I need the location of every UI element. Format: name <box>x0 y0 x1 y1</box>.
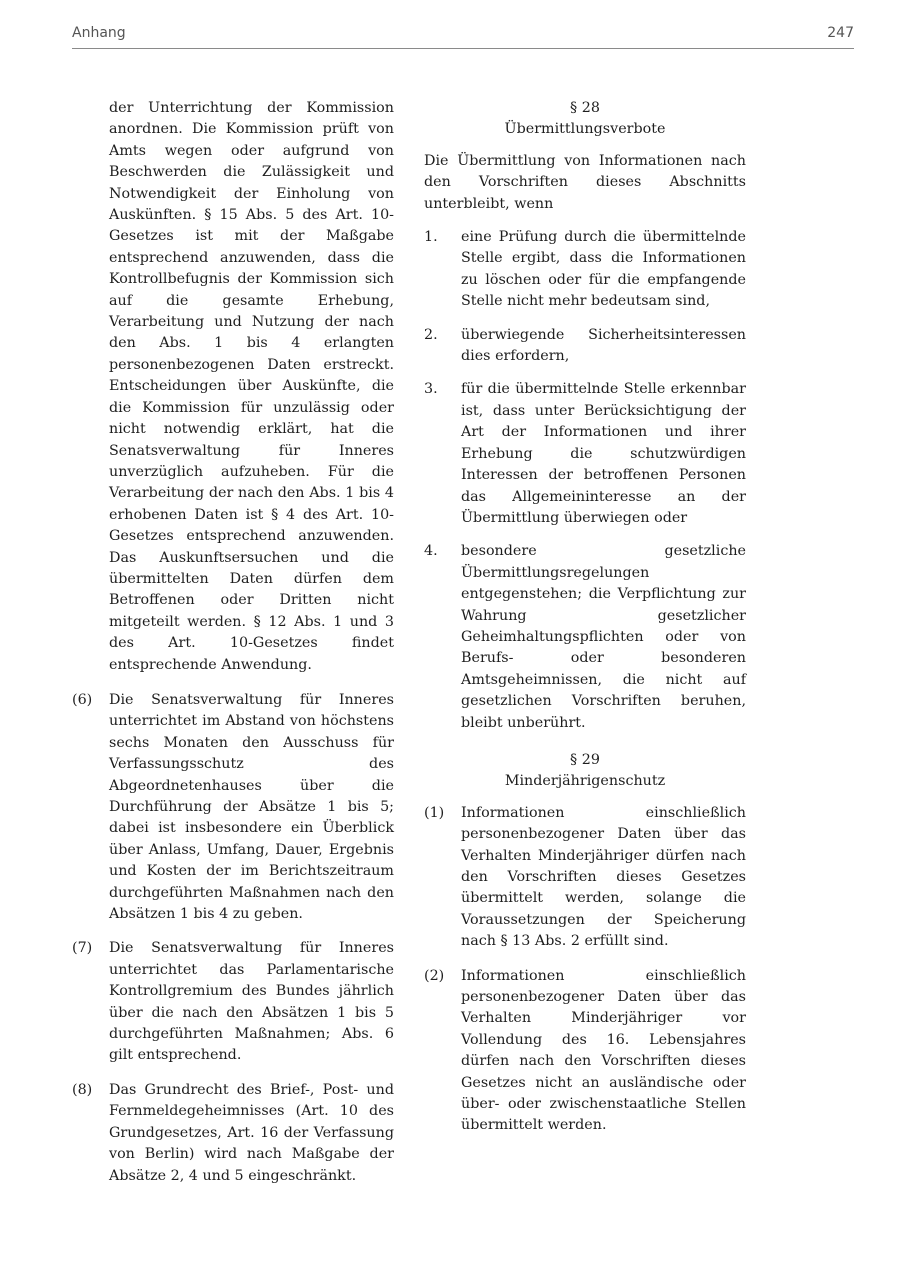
item-text: überwiegende Sicherheitsinteressen dies erfordern, <box>461 326 746 365</box>
page-number: 247 <box>827 25 854 41</box>
item-number: 3. <box>424 381 438 398</box>
item-number: 4. <box>424 543 438 560</box>
right-column <box>424 98 746 1137</box>
continuation-paragraph: der Unterrichtung der Kommission anordnen. Die Kommission prüft von Amts wegen oder aufgrund von Beschwerden die Zulässigkeit und Notwendigkeit der Einholung von Auskünften. § 15 Abs. 5 des Art. 10-Gesetzes ist mit der Maßgabe entsprechend anzuwenden, dass die Kontrollbefugnis der Kommission sich auf die gesamte Erhebung, Verarbeitung und Nutzung der nach den Abs. 1 bis 4 erlangten personenbezogenen Daten erstreckt. Entscheidungen über Auskünfte, die die Kommission für unzulässig oder nicht notwendig erklärt, hat die Senatsverwaltung für Inneres unverzüglich aufzuheben. Für die Verarbeitung der nach den Abs. 1 bis 4 erhobenen Daten ist § 4 des Art. 10-Gesetzes entsprechend anzuwenden. Das Auskunftsersuchen und die übermittelten Daten dürfen dem Betroffenen oder Dritten nicht mitgeteilt werden. § 12 Abs. 1 und 3 des Art. 10-Gesetzes findet entsprechende Anwendung. <box>109 100 394 673</box>
paragraph-number: (7) <box>72 940 93 957</box>
item-number: 1. <box>424 229 438 246</box>
item-text: eine Prüfung durch die übermittelnde Stelle ergibt, dass die Informationen zu löschen oder für die empfangende Stelle nicht mehr bedeutsam sind, <box>461 229 746 310</box>
paragraph-6 <box>72 690 394 925</box>
paragraph-number: (6) <box>72 691 93 708</box>
section-title: Minderjährigenschutz <box>504 773 666 790</box>
paragraph-7 <box>72 938 394 1066</box>
paragraph-text: Die Senatsverwaltung für Inneres unterrichtet das Parlamentarische Kontrollgremium des Bundes jährlich über die nach den Absätzen 1 bis 5 durchgeführten Maßnahmen; Abs. 6 gilt entsprechend. <box>109 940 394 1064</box>
left-column <box>72 98 394 1187</box>
item-number: (2) <box>424 967 445 984</box>
list-item <box>424 379 746 529</box>
item-text: Informationen einschließlich personenbezogener Daten über das Verhalten Minderjähriger dürfen nach den Vorschriften dieses Gesetzes übermittelt werden, solange die Voraussetzungen der Speicherung nach § 13 Abs. 2 erfüllt sind. <box>461 804 746 950</box>
paragraph-8 <box>72 1080 394 1187</box>
list-item <box>424 803 746 953</box>
section-number: § 28 <box>570 100 600 116</box>
list-item <box>424 541 746 734</box>
list-item <box>424 325 746 368</box>
page-header <box>72 22 854 49</box>
list-item <box>424 966 746 1137</box>
section-28-intro: Die Übermittlung von Informationen nach den Vorschriften dieses Abschnitts unterbleibt, wenn <box>424 152 746 212</box>
section-number: § 29 <box>570 751 600 768</box>
running-head: Anhang <box>72 25 126 41</box>
section-28-heading <box>424 98 746 141</box>
paragraph-number: (8) <box>72 1081 93 1098</box>
paragraph-text: Die Senatsverwaltung für Inneres unterrichtet im Abstand von höchstens sechs Monaten den Ausschuss für Verfassungsschutz des Abgeordnetenhauses über die Durchführung der Absätze 1 bis 5; dabei ist insbesondere ein Überblick über Anlass, Umfang, Dauer, Ergebnis und Kosten der im Berichtszeitraum durchgeführten Maßnahmen nach den Absätzen 1 bis 4 zu geben. <box>109 691 394 923</box>
paragraph-text: Das Grundrecht des Brief-, Post- und Fernmeldegeheimnisses (Art. 10 des Grundgesetzes, Art. 16 der Verfassung von Berlin) wird nach Maßgabe der Absätze 2, 4 und 5 eingeschränkt. <box>109 1081 394 1184</box>
item-text: Informationen einschließlich personenbezogener Daten über das Verhalten Minderjähriger vor Vollendung des 16. Lebensjahres dürfen nach den Vorschriften dieses Gesetzes nicht an ausländische oder über- oder zwischenstaatliche Stellen übermittelt werden. <box>461 967 746 1134</box>
item-number: 2. <box>424 326 438 343</box>
section-29-heading <box>424 750 746 793</box>
list-item <box>424 227 746 313</box>
item-text: für die übermittelnde Stelle erkennbar ist, dass unter Berücksichtigung der Art der Informationen und ihrer Erhebung die schutzwürdigen Interessen der betroffenen Personen das Allgemeininteresse an der Übermittlung überwiegen oder <box>461 381 746 526</box>
item-text: besondere gesetzliche Übermittlungsregelungen entgegenstehen; die Verpflichtung zur Wahrung gesetzlicher Geheimhaltungspflichten oder von Berufs- oder besonderen Amtsgeheimnissen, die nicht auf gesetzlichen Vorschriften beruhen, bleibt unberührt. <box>461 543 746 731</box>
item-number: (1) <box>424 804 445 821</box>
section-title: Übermittlungsverbote <box>504 121 666 138</box>
